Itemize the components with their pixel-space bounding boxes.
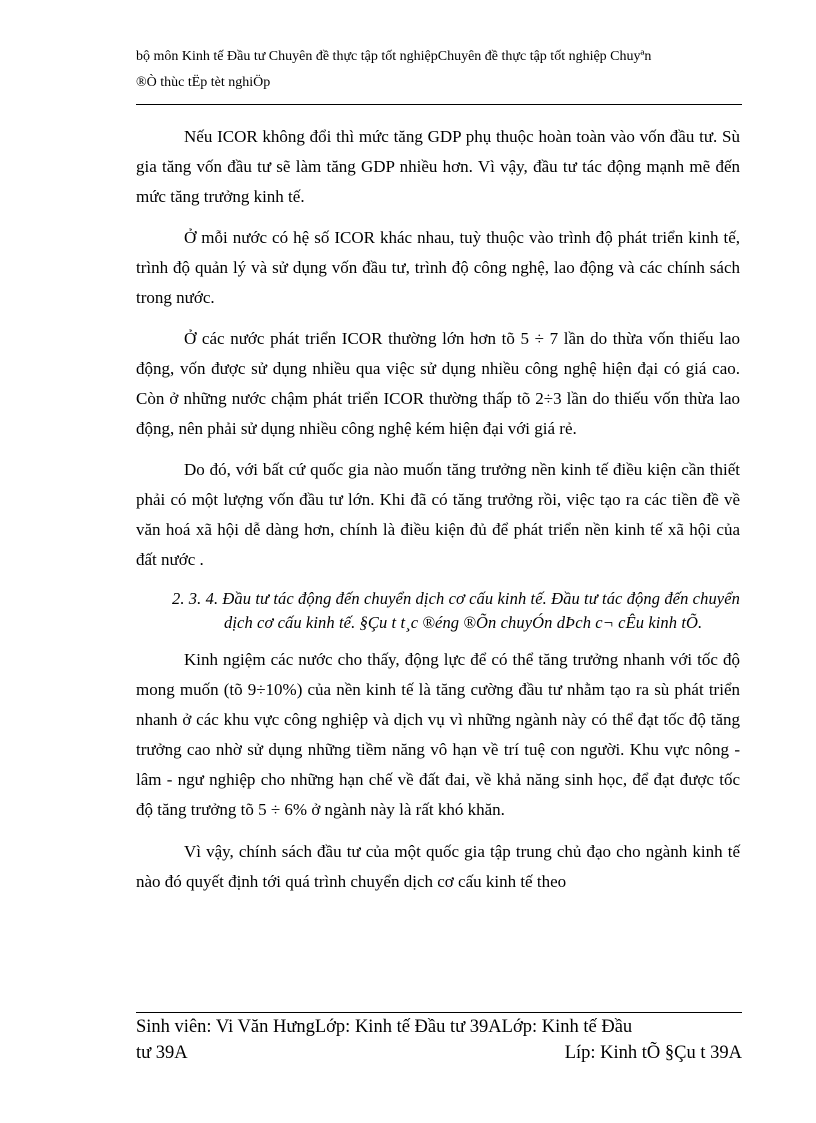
paragraph-icor-gdp: Nếu ICOR không đổi thì mức tăng GDP phụ thuộc hoàn toàn vào vốn đầu tư. Sù gia tăng vốn đầu tư sẽ làm tăng GDP nhiều hơn. Vì vậy, đầu tư tác động mạnh mẽ đến mức tăng trưởng kinh tế.: [136, 127, 740, 206]
footer-class-right: Líp: Kinh tÕ §Çu t 39A: [564, 1043, 742, 1063]
paragraph-capital-requirement: Do đó, với bất cứ quốc gia nào muốn tăng trưởng nền kinh tế điều kiện cần thiết phải có một lượng vốn đầu tư lớn. Khi đã có tăng trưởng rồi, việc tạo ra các tiền đề về văn hoá xã hội dễ dàng hơn, chính là điều kiện đủ để phát triển nền kinh tế xã hội của đất nước .: [136, 460, 740, 569]
footer-line-1: Sinh viên: Vi Văn HưngLớp: Kinh tế Đầu tư 39ALớp: Kinh tế Đầu: [136, 1017, 633, 1037]
paragraph-developed-countries: Ở các nước phát triển ICOR thường lớn hơn tõ 5 ÷ 7 lần do thừa vốn thiếu lao động, vốn được sử dụng nhiều qua việc sử dụng nhiều công nghệ hiện đại có giá cao. Còn ở những nước chậm phát triển ICOR thường thấp tõ 2÷3 lần do thiếu vốn thừa lao động, nên phải sử dụng nhiều công nghệ kém hiện đại với giá rẻ.: [136, 329, 740, 438]
page-footer: [136, 1014, 742, 1066]
page-header: [136, 44, 742, 96]
paragraph-icor-countries: Ở mỗi nước có hệ số ICOR khác nhau, tuỳ thuộc vào trình độ phát triển kinh tế, trình độ quản lý và sử dụng vốn đầu tư, trình độ công nghệ, lao động và các chính sách trong nước.: [136, 228, 740, 307]
document-body: [136, 122, 740, 908]
footer-line-2: [136, 1040, 742, 1066]
header-line-1: bộ môn Kinh tế Đầu tư Chuyên đề thực tập tốt nghiệpChuyên đề thực tập tốt nghiệp Chuyªn: [136, 49, 652, 64]
paragraph-policy: Vì vậy, chính sách đầu tư của một quốc gia tập trung chủ đạo cho ngành kinh tế nào đó quyết định tới quá trình chuyển dịch cơ cấu kinh tế theo: [136, 842, 740, 891]
paragraph-experience: Kinh ngiệm các nước cho thấy, động lực để có thể tăng trưởng nhanh với tốc độ mong muốn (tõ 9÷10%) của nền kinh tế là tăng cường đầu tư nhằm tạo ra sù phát triển nhanh ở các khu vực công nghiệp và dịch vụ vì những ngành này có thể đạt tốc độ tăng trưởng cao nhờ sử dụng những tiềm năng vô hạn về trí tuệ con người. Khu vực nông - lâm - ngư nghiệp cho những hạn chế về đất đai, về khả năng sinh học, để đạt được tốc độ tăng trưởng tõ 5 ÷ 6% ở ngành này là rất khó khăn.: [136, 650, 740, 819]
footer-divider: [136, 1012, 742, 1013]
header-divider: [136, 104, 742, 105]
footer-class-left: tư 39A: [136, 1043, 188, 1063]
header-line-2: ®Ò thùc tËp tèt nghiÖp: [136, 75, 271, 90]
section-heading-2-3-4: 2. 3. 4. Đầu tư tác động đến chuyển dịch cơ cấu kinh tế. Đầu tư tác động đến chuyển dịch cơ cấu kinh tế. §Çu t t¸c ®éng ®Õn chuyÓn dÞch c¬ cÊu kinh tÕ.: [172, 589, 741, 632]
